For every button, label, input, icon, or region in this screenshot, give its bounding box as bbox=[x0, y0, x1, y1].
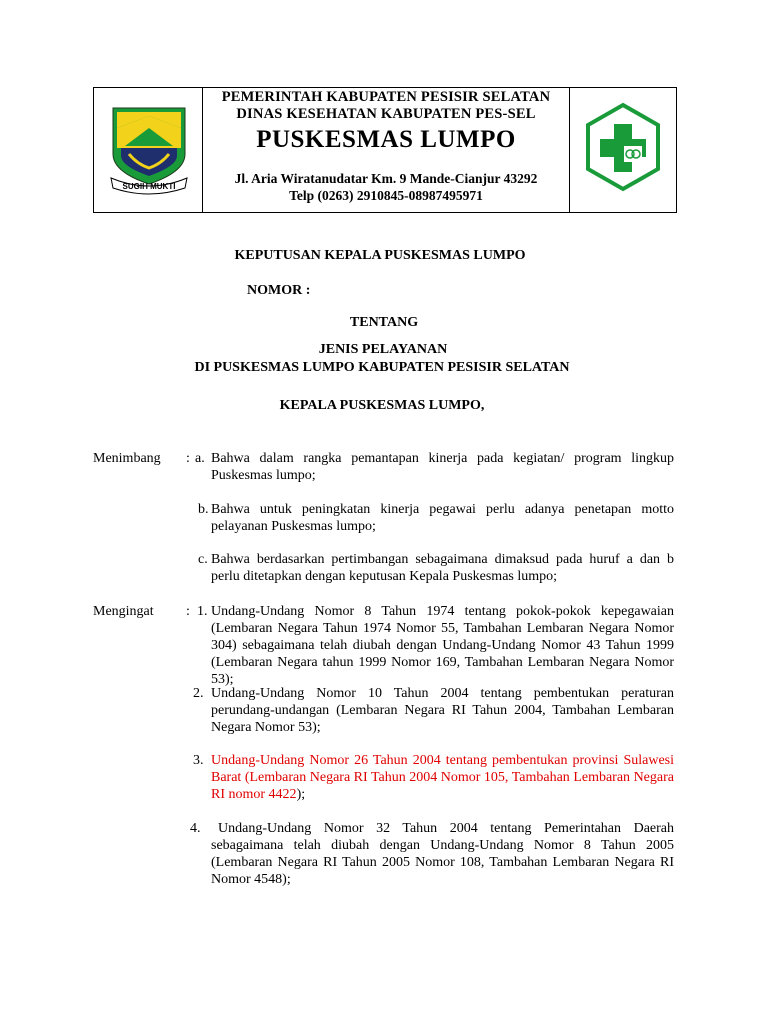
mengingat-label: Mengingat bbox=[93, 604, 154, 619]
right-logo-cell bbox=[570, 88, 676, 212]
item-tail: ); bbox=[296, 787, 306, 802]
menimbang-label: Menimbang bbox=[93, 451, 161, 466]
list-marker: b. bbox=[198, 502, 209, 517]
menimbang-colon: : bbox=[186, 451, 190, 466]
mengingat-item-3 bbox=[211, 752, 674, 803]
menimbang-item-a: Bahwa dalam rangka pemantapan kinerja pada kegiatan/ program lingkup Puskesmas lumpo; bbox=[211, 451, 674, 483]
subject-line-1: JENIS PELAYANAN bbox=[318, 342, 448, 357]
letterhead bbox=[93, 87, 677, 213]
left-logo-cell bbox=[94, 88, 203, 212]
phone-line: Telp (0263) 2910845-08987495971 bbox=[289, 188, 483, 203]
list-marker: 2. bbox=[193, 686, 204, 701]
institution-name: PUSKESMAS LUMPO bbox=[256, 126, 516, 153]
tentang-heading: TENTANG bbox=[349, 315, 419, 330]
menimbang-item-c: Bahwa berdasarkan pertimbangan sebagaimana dimaksud pada huruf a dan b perlu ditetapkan dengan keputusan Kepala Puskesmas lumpo; bbox=[211, 552, 674, 584]
logo-motto: SUGIH MUKTI bbox=[122, 182, 176, 191]
list-marker: 3. bbox=[193, 753, 204, 768]
letterhead-text bbox=[203, 88, 570, 212]
list-marker: 4. bbox=[190, 821, 201, 836]
government-line: PEMERINTAH KABUPATEN PESISIR SELATAN bbox=[221, 89, 551, 105]
mengingat-item-1: Undang-Undang Nomor 8 Tahun 1974 tentang pokok-pokok kepegawaian (Lembaran Negara Tahun 1974 Nomor 55, Tambahan Lembaran Negara Nomor 304) sebagaimana telah diubah dengan Undang-Undang Nomor 43 Tahun 1999 (Lembaran Negara tahun 1999 Nomor 169, Tambahan Lembaran Negara Nomor 53); bbox=[211, 604, 674, 687]
mengingat-item-4: Undang-Undang Nomor 32 Tahun 2004 tentang Pemerintahan Daerah sebagaimana telah diubah dengan Undang-Undang Nomor 8 Tahun 2005 (Lembaran Negara RI Tahun 2005 Nomor 108, Tambahan Lembaran Negara RI Nomor 4548); bbox=[211, 821, 674, 887]
decree-title: KEPUTUSAN KEPALA PUSKESMAS LUMPO bbox=[234, 248, 526, 263]
list-marker: a. bbox=[195, 451, 205, 466]
mengingat-colon: : bbox=[186, 604, 190, 619]
list-marker: c. bbox=[198, 552, 208, 567]
decree-number: NOMOR : bbox=[247, 283, 311, 298]
regency-coat-of-arms-icon bbox=[107, 102, 191, 196]
list-marker: 1. bbox=[197, 604, 208, 619]
address-line: Jl. Aria Wiratanudatar Km. 9 Mande-Cianjur 43292 bbox=[234, 171, 538, 186]
head-title: KEPALA PUSKESMAS LUMPO, bbox=[279, 398, 485, 413]
department-line: DINAS KESEHATAN KABUPATEN PES-SEL bbox=[236, 106, 536, 122]
puskesmas-cross-logo-icon bbox=[584, 102, 662, 192]
subject-line-2: DI PUSKESMAS LUMPO KABUPATEN PESISIR SELATAN bbox=[194, 360, 570, 375]
menimbang-item-b: Bahwa untuk peningkatan kinerja pegawai perlu adanya penetapan motto pelayanan Puskesmas lumpo; bbox=[211, 502, 674, 534]
highlighted-text: Undang-Undang Nomor 26 Tahun 2004 tentang pembentukan provinsi Sulawesi Barat (Lembaran Negara RI Tahun 2004 Nomor 105, Tambahan Lembaran Negara RI nomor 4422 bbox=[211, 753, 674, 802]
mengingat-item-2: Undang-Undang Nomor 10 Tahun 2004 tentang pembentukan peraturan perundang-undangan (Lembaran Negara RI Tahun 2004, Tambahan Lembaran Negara Nomor 53); bbox=[211, 686, 674, 735]
